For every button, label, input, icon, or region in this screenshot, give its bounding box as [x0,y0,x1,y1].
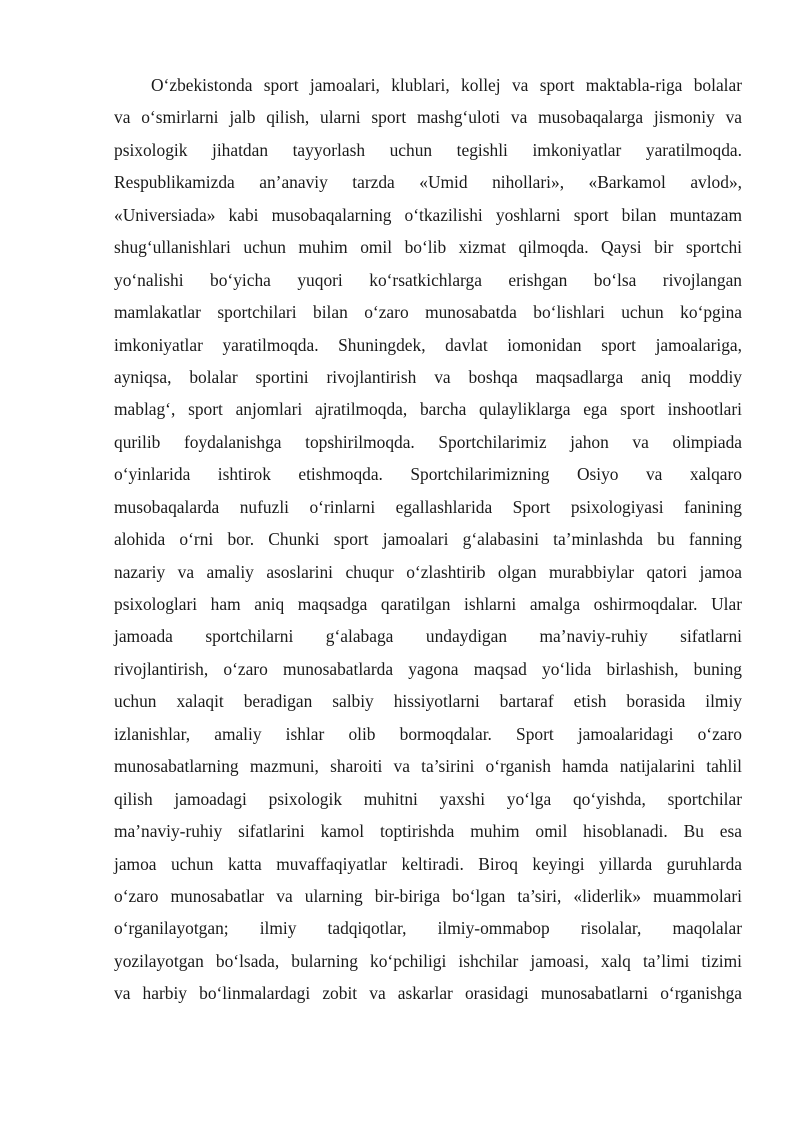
paragraph-line: nazariy va amaliy asoslarini chuqur o‘zlashtirib olgan murabbiylar qatori jamoa [114,561,742,582]
paragraph-line: musobaqalarda nufuzli o‘rinlarni egallashlarida Sport psixologiyasi fanining [114,496,742,517]
paragraph-line: yozilayotgan bo‘lsada, bularning ko‘pchiligi ishchilar jamoasi, xalq ta’limi tizimi [114,950,742,971]
paragraph-line: izlanishlar, amaliy ishlar olib bormoqdalar. Sport jamoalaridagi o‘zaro [114,723,742,744]
paragraph-line: alohida o‘rni bor. Chunki sport jamoalari g‘alabasini ta’minlashda bu fanning [114,529,742,550]
paragraph-line: O‘zbekistonda sport jamoalari, klublari, kollej va sport maktabla-riga bolalar [151,75,742,95]
paragraph-line: mablag‘, sport anjomlari ajratilmoqda, barcha qulayliklarga ega sport inshootlari [114,399,742,420]
paragraph-line: rivojlantirish, o‘zaro munosabatlarda yagona maqsad yo‘lida birlashish, buning [114,658,742,679]
paragraph-line: imkoniyatlar yaratilmoqda. Shuningdek, davlat iomonidan sport jamoalariga, [114,334,742,355]
paragraph-line: jamoa uchun katta muvaffaqiyatlar keltiradi. Biroq keyingi yillarda guruhlarda [114,853,742,874]
paragraph-line: mamlakatlar sportchilari bilan o‘zaro munosabatda bo‘lishlari uchun ko‘pgina [114,302,742,323]
paragraph-line: va o‘smirlarni jalb qilish, ularni sport mashg‘uloti va musobaqalarga jismoniy va [114,107,742,128]
paragraph-line: Respublikamizda an’anaviy tarzda «Umid nihollari», «Barkamol avlod», [114,172,742,193]
paragraph-line: uchun xalaqit beradigan salbiy hissiyotlarni bartaraf etish borasida ilmiy [114,691,742,712]
paragraph-line: shug‘ullanishlari uchun muhim omil bo‘lib xizmat qilmoqda. Qaysi bir sportchi [114,237,742,258]
paragraph-line: ma’naviy-ruhiy sifatlarini kamol toptirishda muhim omil hisoblanadi. Bu esa [114,821,742,842]
paragraph-line: qurilib foydalanishga topshirilmoqda. Sportchilarimiz jahon va olimpiada [114,431,742,452]
paragraph-line: ayniqsa, bolalar sportini rivojlantirish va boshqa maqsadlarga aniq moddiy [114,366,742,387]
paragraph-line: psixologlari ham aniq maqsadga qaratilgan ishlarni amalga oshirmoqdalar. Ular [114,594,742,614]
paragraph-line: va harbiy bo‘linmalardagi zobit va askarlar orasidagi munosabatlarni o‘rganishga [114,983,742,1004]
paragraph-line: o‘yinlarida ishtirok etishmoqda. Sportchilarimizning Osiyo va xalqaro [114,464,742,485]
paragraph-line: o‘zaro munosabatlar va ularning bir-biriga bo‘lgan ta’siri, «liderlik» muammolari [114,885,742,906]
paragraph-line: o‘rganilayotgan; ilmiy tadqiqotlar, ilmiy-ommabop risolalar, maqolalar [114,918,742,939]
paragraph-line: «Universiada» kabi musobaqalarning o‘tkazilishi yoshlarni sport bilan muntazam [114,204,742,225]
paragraph-line: jamoada sportchilarni g‘alabaga undaydigan ma’naviy-ruhiy sifatlarni [114,626,742,647]
paragraph-line: psixologik jihatdan tayyorlash uchun tegishli imkoniyatlar yaratilmoqda. [114,139,742,160]
paragraph-line: qilish jamoadagi psixologik muhitni yaxshi yo‘lga qo‘yishda, sportchilar [114,788,742,809]
paragraph-line: munosabatlarning mazmuni, sharoiti va ta’sirini o‘rganish hamda natijalarini tahlil [114,756,742,777]
paragraph-line: yo‘nalishi bo‘yicha yuqori ko‘rsatkichlarga erishgan bo‘lsa rivojlangan [114,269,742,290]
body-paragraph [114,69,742,1010]
